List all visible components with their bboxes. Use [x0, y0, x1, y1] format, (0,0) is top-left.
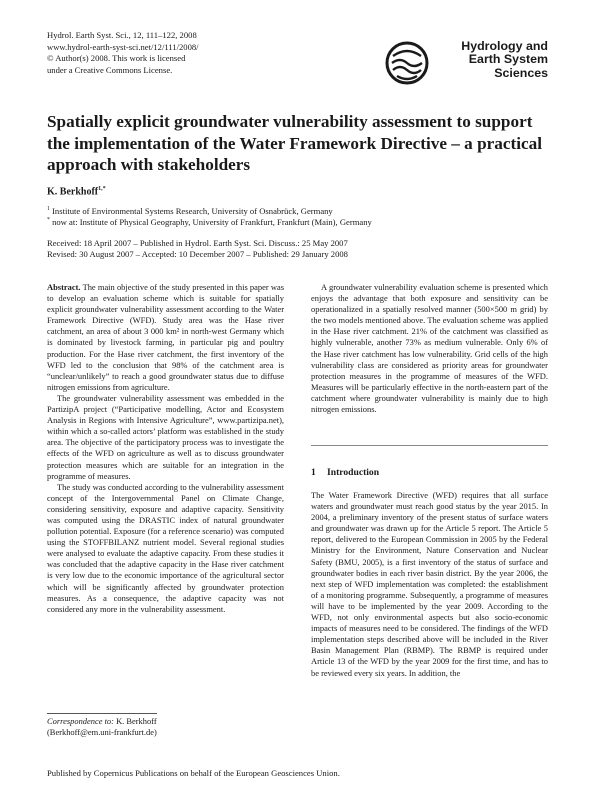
footnote-rule — [47, 713, 157, 714]
correspondence-note — [47, 716, 284, 738]
abstract-column — [47, 282, 284, 615]
correspondence-name: K. Berkhoff — [116, 716, 157, 726]
abstract-paragraph-1 — [47, 282, 284, 393]
author-name: K. Berkhoff — [47, 186, 99, 198]
affiliation-text: now at: Institute of Physical Geography, University of Frankfurt, Frankfurt (Main), Germany — [52, 216, 372, 227]
author-line — [47, 186, 106, 197]
received-dates: Received: 18 April 2007 – Published in Hydrol. Earth Syst. Sci. Discuss.: 25 May 2007 — [47, 238, 348, 248]
abstract-heading: Abstract. — [47, 282, 81, 292]
right-column — [311, 282, 548, 415]
journal-name — [432, 40, 548, 80]
author-marks: 1,* — [98, 186, 106, 192]
journal-name-line1: Hydrology and — [461, 39, 548, 53]
abstract-paragraph-4: A groundwater vulnerability evaluation scheme is presented which enjoys the advantage that both exposure and sensitivity can be operationalized in a spatially resolved manner (500×500 m grid) by the two models mentioned above. The evaluation scheme was applied in the Hase river catchment. 21% of the catchment was classified as highly vulnerable, another 73% as medium vulnerable. Only 6% of the Hase river catchment has low vulnerability. Grid cells of the high vulnerability class are considered as priority areas for groundwater protection measures in the programme of measures of the WFD. Measures will be particularly effective in the north-eastern part of the catchment where groundwater vulnerability is mainly due to high nitrogen emissions. — [311, 282, 548, 415]
correspondence-label: Correspondence to: — [47, 716, 114, 726]
citation-license-line: under a Creative Commons License. — [47, 64, 173, 75]
introduction-column — [311, 490, 548, 679]
abstract-end-rule — [311, 445, 548, 446]
introduction-paragraph-1: The Water Framework Directive (WFD) requires that all surface waters and groundwater must reach good status by the year 2015. In 2004, a preliminary inventory of the present status of surface waters and groundwater was drawn up for the Article 5 report. The Article 5 report, delivered to the European Commission in 2005 by the Federal Ministry for the Environment, Nature Conservation and Nuclear Safety (BMU, 2005), is a first inventory of the status of surface and groundwater bodies in each river basin district. By the year 2006, the next step of WFD implementation was completed: the establishment of a monitoring programme. Subsequently, a programme of measures will have to be implemented by the year 2009. According to the WFD, not only environmental aspects but also socio-economic impacts of measures need to be considered. The findings of the WFD implementation steps described above will be included in the River Basin Management Plan (RBMP). The RBMP is required under Article 13 of the WFD by the year 2009 for the first time, and has to be reviewed every six years. In addition, the — [311, 490, 548, 678]
abstract-paragraph-3: The study was conducted according to the vulnerability assessment concept of the Intergovernmental Panel on Climate Change, considering sensitivity, exposure and adaptive capacity. Sensitivity was computed using the DRASTIC index of natural groundwater pollution potential. Exposure (for a reference scenario) was computed using the STOFFBILANZ nutrient model. Several regional studies were analysed to evaluate the adaptive capacity. From these studies it was concluded that the adaptive capacity in the Hase river catchment is very low due to the economic importance of the agricultural sector which will be significantly affected by groundwater protection measures. As a consequence, the adaptive capacity was not considered any more in the vulnerability assessment. — [47, 481, 284, 614]
section-title: Introduction — [327, 467, 380, 478]
citation-journal-line: Hydrol. Earth Syst. Sci., 12, 111–122, 2008 — [47, 30, 197, 40]
journal-logo-icon — [384, 40, 434, 86]
affiliation-mark: 1 — [47, 206, 50, 212]
revised-dates: Revised: 30 August 2007 – Accepted: 10 December 2007 – Published: 29 January 2008 — [47, 249, 348, 259]
journal-name-line3: Sciences — [494, 65, 548, 80]
citation-url-line: www.hydrol-earth-syst-sci.net/12/111/2008/ — [47, 41, 199, 52]
page-footer: Published by Copernicus Publications on behalf of the European Geosciences Union. — [47, 768, 340, 778]
correspondence-email: (Berkhoff@em.uni-frankfurt.de) — [47, 727, 157, 738]
citation-block — [47, 30, 277, 76]
citation-copyright-line: © Author(s) 2008. This work is licensed — [47, 53, 186, 64]
affiliation-2 — [47, 215, 557, 228]
abstract-text-1: The main objective of the study presented in this paper was to develop an evaluation scheme which is suitable for spatially explicit groundwater vulnerability assessment according to the Water Framework Directive (WFD). Study area was the Hase river catchment, an area of about 3 000 km² in north-west Germany which is dominated by livestock farming, in particular pig and poultry production. For the Hase river catchment, the first inventory of the WFD led to the conclusion that 98% of the catchment area is “unclear/unlikely” to reach a good groundwater status due to diffuse nitrogen emissions from agriculture. — [47, 282, 284, 392]
affiliation-mark: * — [47, 217, 50, 223]
paper-title: Spatially explicit groundwater vulnerability assessment to support the implementation of the Water Framework Directive – a practical approach with stakeholders — [47, 112, 542, 174]
affiliation-text: Institute of Environmental Systems Research, University of Osnabrück, Germany — [52, 205, 333, 216]
journal-name-line2: Earth System — [468, 52, 548, 67]
abstract-paragraph-2: The groundwater vulnerability assessment was embedded in the PartizipA project (“Participative modelling, Actor and Ecosystem Analysis in Regions with Intensive Agriculture”, www.partizipa.net), within which a so-called actors’ platform was established in the study area. The objective of the participatory process was to investigate the effects of the WFD on agriculture as well as to discuss groundwater protection measures which are suitable for an integration in the programme of measures. — [47, 392, 284, 481]
section-heading-introduction — [311, 467, 379, 478]
section-number: 1 — [311, 467, 316, 478]
